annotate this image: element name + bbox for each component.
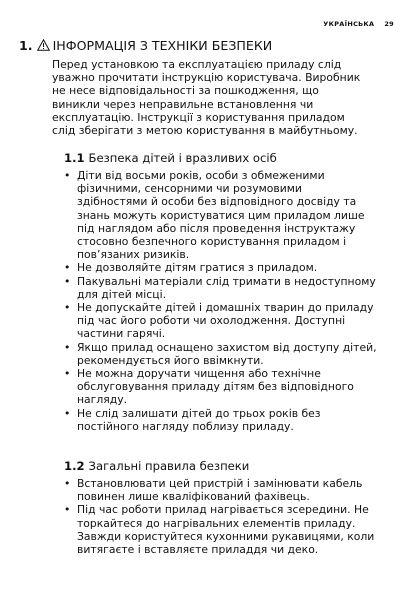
subsection-title: Загальні правила безпеки [88, 459, 250, 473]
section-title: ІНФОРМАЦІЯ З ТЕХНІКИ БЕЗПЕКИ [52, 38, 273, 53]
list-item [64, 261, 394, 274]
subsection-number: 1.2 [64, 459, 85, 473]
list-item-line: пов’язаних ризиків. [77, 248, 190, 262]
bullet-list [64, 169, 394, 433]
page-number: 29 [384, 20, 394, 28]
list-item [64, 407, 394, 433]
intro-line: Перед установкою та експлуатацією приладу слід [52, 58, 342, 71]
list-item-line: витягаєте і вставляєте приладдя чи деко. [77, 543, 319, 557]
list-item [64, 169, 394, 261]
list-item [64, 503, 394, 556]
intro-line: виникли через неправильне встановлення чи [52, 97, 314, 111]
list-item-line: здібностями й особи без відповідного досвіду та [77, 195, 357, 209]
intro-line: уважно прочитати інструкцію користувача. Виробник [52, 71, 361, 85]
list-item-line: для дітей місці. [77, 287, 167, 301]
list-item-line: частини гарячі. [77, 327, 166, 341]
list-item-line: під час його роботи чи охолодження. Доступні [77, 314, 346, 328]
list-item-line: • Не дозволяйте дітям гратися з приладом. [77, 261, 318, 275]
list-item-line: • Встановлювати цей пристрій і замінювати кабель [77, 477, 363, 490]
page-header [323, 20, 394, 28]
bullet-list [64, 477, 394, 556]
section-heading [19, 38, 272, 53]
list-item-line: повинен лише кваліфікований фахівець. [77, 490, 310, 504]
list-item [64, 367, 394, 407]
list-item [64, 341, 394, 367]
list-item-line: • Не можна доручати чищення або технічне [77, 367, 321, 381]
list-item-line: стосовно безпечного користування приладом і [77, 235, 347, 249]
list-item [64, 301, 394, 341]
list-item-line: • Під час роботи прилад нагрівається зсередини. Не [77, 503, 369, 517]
warning-triangle-icon [37, 39, 50, 51]
subsection-heading [64, 459, 249, 473]
list-item-line: торкайтеся до нагрівальних елементів приладу. [77, 516, 356, 530]
list-item-line: • Якщо прилад оснащено захистом від доступу дітей, [77, 340, 377, 354]
list-item-line: Завжди користуйтеся кухонними рукавицями, коли [77, 529, 375, 543]
intro-line: експлуатацію. Інструкції з користування приладом [52, 110, 345, 124]
list-item-line: • Пакувальні матеріали слід тримати в недоступному [77, 274, 376, 288]
subsection-title: Безпека дітей і вразливих осіб [88, 151, 277, 165]
section-intro [52, 58, 392, 137]
list-item-line: • Діти від восьми років, особи з обмеженими [77, 169, 325, 182]
list-item-line: обслуговування приладу дітям без відповідного [77, 380, 354, 394]
list-item-line: • Не слід залишати дітей до трьох років без [77, 406, 321, 420]
section-number: 1. [19, 38, 33, 53]
intro-line: не несе відповідальності за пошкодження, що [52, 84, 319, 98]
subsection-number: 1.1 [64, 151, 85, 165]
list-item-line: рекомендується його ввімкнути. [77, 353, 264, 367]
list-item-line: нагляду. [77, 393, 128, 407]
list-item-line: постійного нагляду поблизу приладу. [77, 419, 294, 433]
list-item-line: під наглядом або після проведення інструктажу [77, 221, 356, 235]
header-language: УКРАЇНСЬКА [323, 20, 375, 28]
subsection-heading [64, 151, 277, 165]
list-item-line: знань можуть користуватися цим приладом лише [77, 208, 365, 222]
list-item-line: фізичними, сенсорними чи розумовими [77, 182, 302, 196]
intro-line: слід зберігати з метою користування в майбутньому. [52, 124, 358, 138]
list-item-line: • Не допускайте дітей і домашніх тварин до приладу [77, 301, 374, 315]
list-item [64, 275, 394, 301]
list-item [64, 477, 394, 503]
